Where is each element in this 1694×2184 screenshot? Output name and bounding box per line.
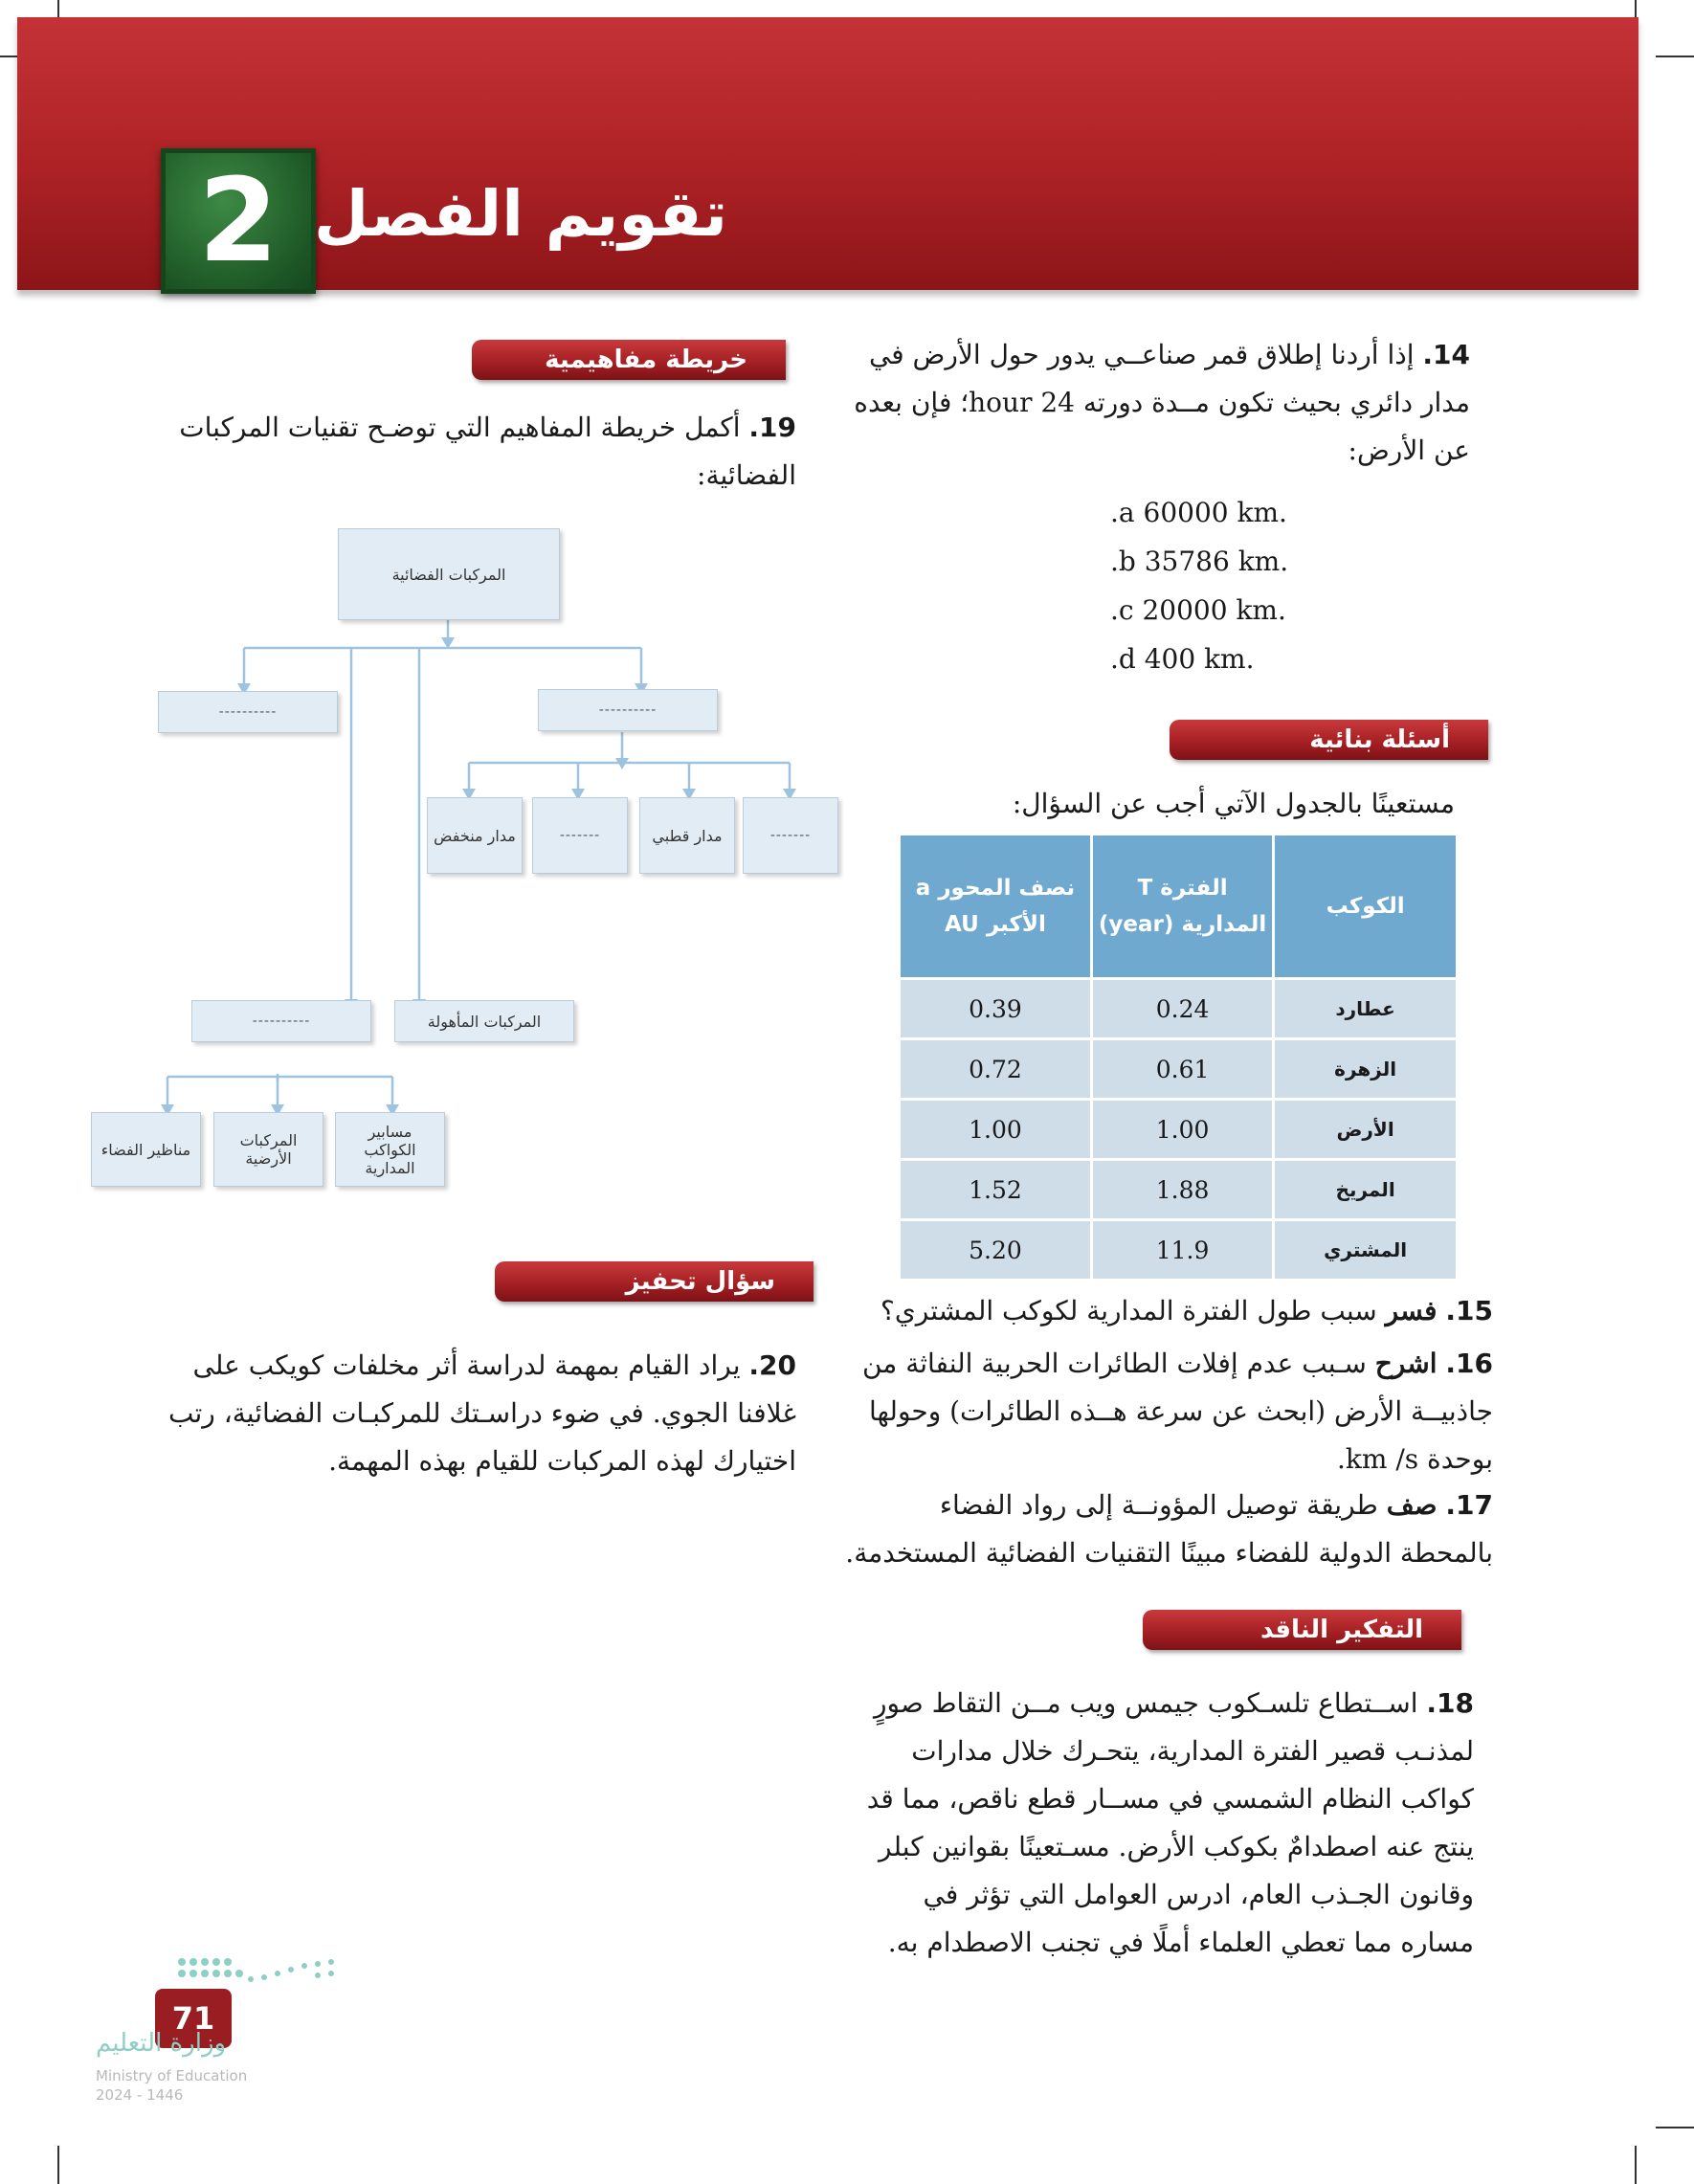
option-c: .c 20000 km. [1110,594,1286,626]
cell-period: 1.00 [1093,1101,1272,1158]
question-20 [165,1342,796,1485]
header-semi-major-axis: نصف المحور a الأكبر AU [901,836,1090,977]
question-15 [842,1287,1493,1335]
question-17 [842,1482,1493,1577]
header-planet: الكوكب [1275,836,1456,977]
question-text: إذا أردنا إطلاق قمر صناعــي يدور حول الأرض في مدار دائري بحيث تكون مــدة دورته 24 hour؛ فإن بعده عن الأرض: [854,339,1470,466]
option-a: .a 60000 km. [1110,497,1287,528]
cell-planet: عطارد [1275,980,1456,1037]
cell-planet: المشتري [1275,1221,1456,1279]
node-landers: المركبات الأرضية [213,1112,323,1187]
cell-period: 0.24 [1093,980,1272,1037]
section-banner-challenge: سؤال تحفيز [495,1261,814,1302]
node-blank[interactable]: ---------- [158,691,338,733]
cell-planet: الأرض [1275,1101,1456,1158]
cell-period: 1.88 [1093,1161,1272,1218]
ministry-logo-dots [172,1952,345,1991]
cell-planet: المريخ [1275,1161,1456,1218]
ministry-name-english: Ministry of Education [96,2067,248,2084]
page-number: 71 [155,1989,232,2048]
question-verb: فسر [1385,1295,1438,1326]
cell-semi-major: 0.39 [901,980,1090,1037]
question-number: 14. [1422,339,1470,370]
question-number: 15. [1445,1295,1493,1326]
question-verb: صف [1386,1489,1438,1521]
node-orbital-probes: مسابير الكواكب المدارية [335,1112,445,1187]
node-blank[interactable]: ---------- [191,1000,371,1042]
node-blank[interactable]: ---------- [538,689,718,731]
table-row [901,980,1456,1037]
table-row [901,1101,1456,1158]
question-18 [842,1680,1474,1967]
node-low-orbit: مدار منخفض [427,797,523,874]
question-number: 18. [1426,1687,1474,1719]
concept-map [77,517,861,1206]
question-number: 20. [748,1349,796,1381]
option-b: .b 35786 km. [1110,546,1289,577]
question-number: 16. [1445,1348,1493,1379]
table-row [901,1161,1456,1218]
crop-mark [1656,56,1694,57]
question-16 [842,1340,1493,1483]
crop-mark [57,2146,59,2184]
question-text: سبب طول الفترة المدارية لكوكب المشتري؟ [880,1295,1386,1326]
node-blank[interactable]: ------- [743,797,838,874]
cell-semi-major: 1.00 [901,1101,1090,1158]
crop-mark [1635,2146,1637,2184]
chapter-number-badge: 2 [161,148,316,294]
section-banner-critical-thinking: التفكير الناقد [1143,1610,1461,1650]
header-orbital-period: الفترة T المدارية (year) [1093,836,1272,977]
option-d: .d 400 km. [1110,643,1255,675]
q14-options [1110,488,1397,683]
question-14 [842,331,1470,475]
orbit-data-table [898,833,1459,1281]
cell-period: 11.9 [1093,1221,1272,1279]
question-text: سـبب عدم إفلات الطائرات الحربية النفاثة من جاذبيــة الأرض (ابحث عن سرعة هــذه الطائرات) وحولها بوحدة km /s. [861,1348,1493,1475]
node-polar-orbit: مدار قطبي [639,797,735,874]
cell-semi-major: 1.52 [901,1161,1090,1218]
table-intro: مستعينًا بالجدول الآتي أجب عن السؤال: [1012,788,1455,819]
question-text: يراد القيام بمهمة لدراسة أثر مخلفات كويكب على غلافنا الجوي. في ضوء دراسـتك للمركبـات الفضائية، رتب اختيارك لهذه المركبات للقيام بهذه المهمة. [168,1349,796,1477]
question-text: طريقة توصيل المؤونــة إلى رواد الفضاء بالمحطة الدولية للفضاء مبينًا التقنيات الفضائية المستخدمة. [845,1489,1493,1569]
table-row [901,1221,1456,1279]
question-number: 19. [748,412,796,443]
table-row [901,1040,1456,1098]
cell-period: 0.61 [1093,1040,1272,1098]
cell-semi-major: 0.72 [901,1040,1090,1098]
node-spacecraft-root: المركبات الفضائية [338,528,560,620]
table-header-row [901,836,1456,977]
node-blank[interactable]: ------- [532,797,628,874]
cell-semi-major: 5.20 [901,1221,1090,1279]
question-number: 17. [1445,1489,1493,1521]
ministry-name-arabic: وزارة التعليم [96,2029,227,2058]
section-banner-concept-map: خريطة مفاهيمية [472,340,786,380]
crop-mark [1656,2127,1694,2128]
edition-year: 2024 - 1446 [96,2086,184,2104]
question-text: أكمل خريطة المفاهيم التي توضـح تقنيات المركبات الفضائية: [179,412,796,491]
chapter-title: تقويم الفصل [313,177,727,251]
node-space-telescopes: مناظير الفضاء [91,1112,201,1187]
question-19 [165,404,796,500]
question-text: اســتطاع تلسـكوب جيمس ويب مــن التقاط صورٍ لمذنـب قصير الفترة المدارية، يتحـرك خلال مدارات كواكب النظام الشمسي في مســار قطع ناقص، مما قد ينتج عنه اصطدامٌ بكوكب الأرض. مسـتعينًا بقوانين كبلر وقانون الجـذب العام، ادرس العوامل التي تؤثر في مساره مما تعطي العلماء أملًا في تجنب الاصطدام به. [866,1687,1474,1958]
node-crewed-spacecraft: المركبات المأهولة [394,1000,574,1042]
question-verb: اشرح [1374,1348,1438,1379]
cell-planet: الزهرة [1275,1040,1456,1098]
section-banner-constructive: أسئلة بنائية [1170,720,1488,760]
